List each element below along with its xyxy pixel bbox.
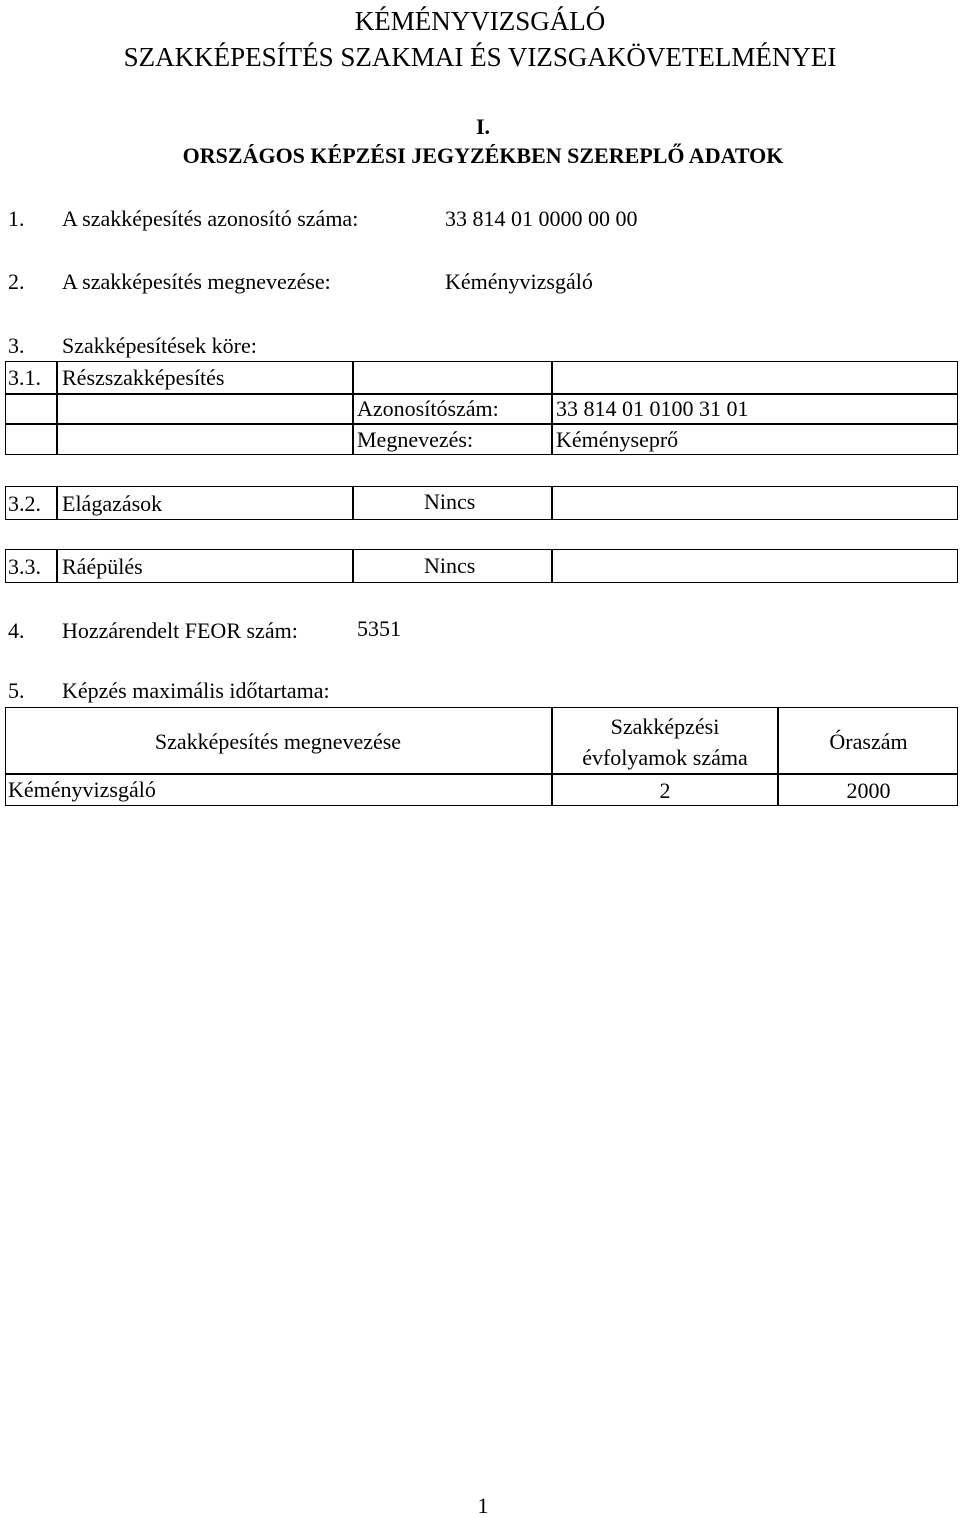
doc-title-line2: SZAKKÉPESÍTÉS SZAKMAI ÉS VIZSGAKÖVETELMÉNYEI	[123, 42, 837, 72]
item-4-number: 4.	[8, 618, 25, 643]
doc-title-line1: KÉMÉNYVIZSGÁLÓ	[354, 6, 606, 36]
item-4-label: Hozzárendelt FEOR szám:	[62, 618, 298, 643]
item-3-3-label: Ráépülés	[62, 554, 143, 579]
row-divider	[5, 423, 958, 425]
item-1-label: A szakképesítés azonosító száma:	[62, 206, 359, 231]
column-divider	[551, 549, 553, 583]
item-3-label: Szakképesítések köre:	[62, 333, 257, 358]
table-row-name: Kéményvizsgáló	[8, 777, 156, 802]
item-5-number: 5.	[8, 678, 25, 703]
item-2-label: A szakképesítés megnevezése:	[62, 269, 331, 294]
section-number: I.	[475, 114, 491, 139]
column-divider	[551, 486, 553, 520]
item-3-number: 3.	[8, 333, 25, 358]
column-divider	[551, 361, 553, 455]
item-3-2-label: Elágazások	[62, 491, 163, 516]
build-on-frame	[5, 549, 958, 583]
item-1-value: 33 814 01 0000 00 00	[445, 206, 638, 231]
column-divider	[56, 486, 58, 520]
row-divider	[5, 393, 958, 395]
table-row-years: 2	[659, 778, 671, 803]
page-number: 1	[477, 1493, 489, 1518]
header-years-line1: Szakképzési	[610, 714, 720, 739]
column-divider	[352, 486, 354, 520]
column-divider	[352, 549, 354, 583]
partial-id-value: 33 814 01 0100 31 01	[556, 396, 749, 421]
partial-name-value: Kéményseprő	[556, 427, 679, 452]
table-row-hours: 2000	[846, 778, 891, 803]
item-5-label: Képzés maximális időtartama:	[62, 678, 330, 703]
section-title: ORSZÁGOS KÉPZÉSI JEGYZÉKBEN SZEREPLŐ ADATOK	[182, 143, 784, 168]
header-hours: Óraszám	[829, 729, 908, 754]
item-3-3-number: 3.3.	[8, 554, 41, 579]
header-years-line2: évfolyamok száma	[582, 745, 748, 770]
column-divider	[352, 361, 354, 455]
item-1-number: 1.	[8, 206, 25, 231]
partial-id-label: Azonosítószám:	[357, 396, 499, 421]
partial-name-label: Megnevezés:	[357, 427, 474, 452]
column-divider	[56, 361, 58, 455]
item-2-value: Kéményvizsgáló	[445, 269, 593, 294]
header-qualification-name: Szakképesítés megnevezése	[154, 729, 402, 754]
item-3-1-number: 3.1.	[8, 365, 41, 390]
column-divider	[56, 549, 58, 583]
item-2-number: 2.	[8, 269, 25, 294]
item-3-2-number: 3.2.	[8, 491, 41, 516]
item-3-2-value: Nincs	[424, 489, 476, 514]
header-divider	[5, 773, 958, 775]
item-3-3-value: Nincs	[424, 553, 476, 578]
item-4-value: 5351	[357, 616, 401, 641]
item-3-1-label: Részszakképesítés	[62, 365, 225, 390]
